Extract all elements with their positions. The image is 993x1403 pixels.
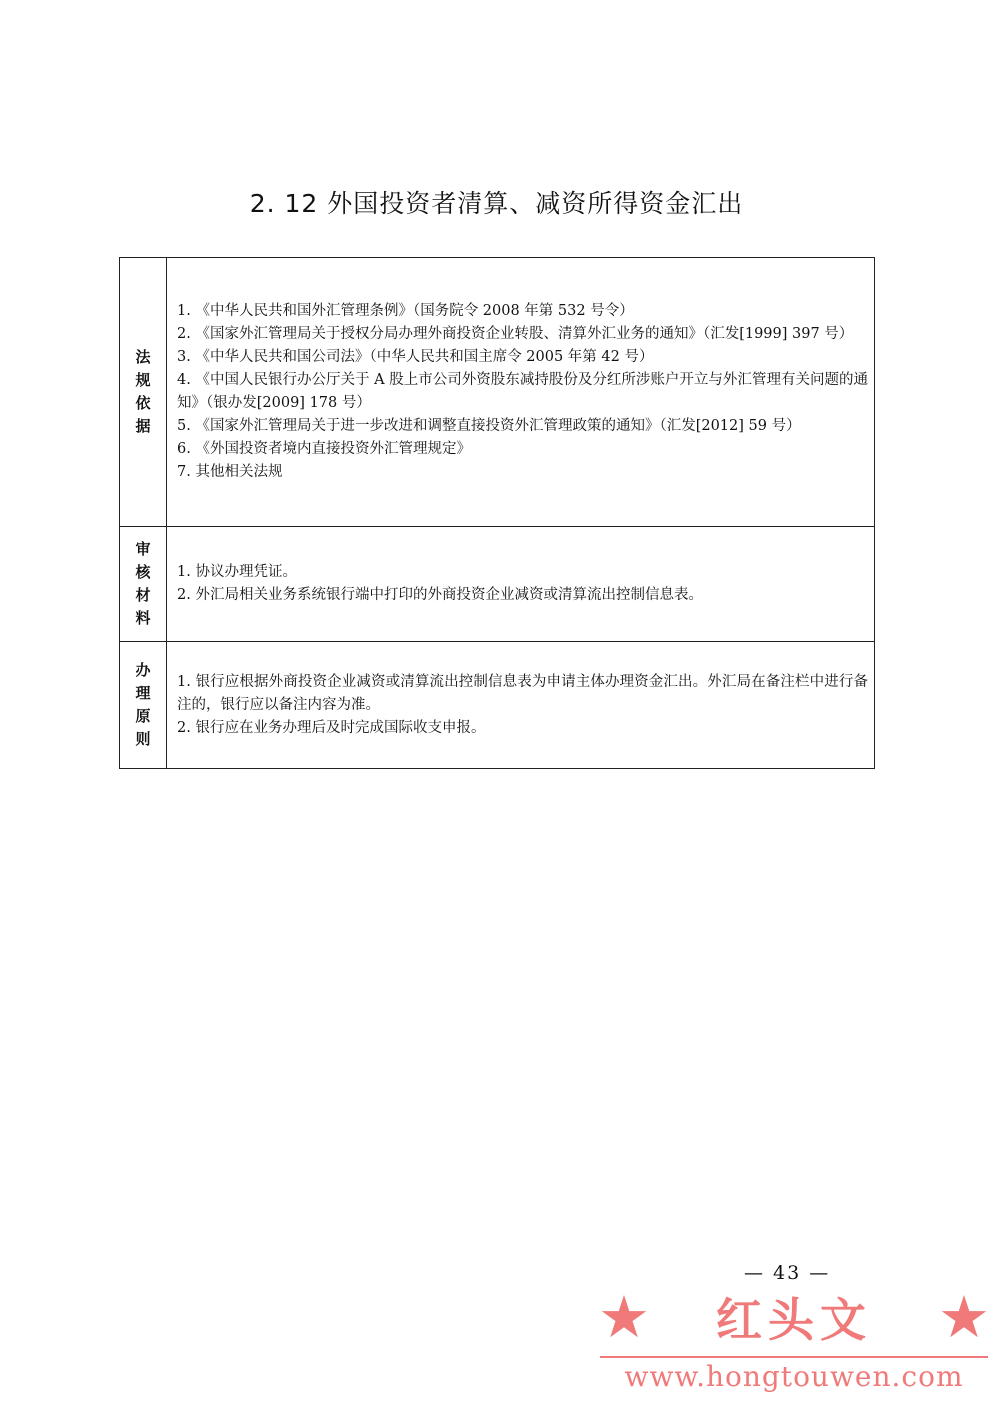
basis-item: 3. 《中华人民共和国公司法》（中华人民共和国主席令 2005 年第 42 号） <box>177 349 654 365</box>
principles-label-char: 理 <box>135 684 151 702</box>
principles-label-char: 办 <box>135 661 151 679</box>
basis-label-char: 规 <box>135 371 151 389</box>
watermark-banner <box>598 1284 990 1350</box>
page-title: 2. 12 外国投资者清算、减资所得资金汇出 <box>249 189 744 218</box>
principles-item: 2. 银行应在业务办理后及时完成国际收支申报。 <box>177 719 486 736</box>
basis-item: 1. 《中华人民共和国外汇管理条例》（国务院令 2008 年第 532 号令） <box>177 303 634 319</box>
table-row-principles <box>120 642 875 769</box>
watermark-divider <box>600 1356 988 1358</box>
principles-label-cell <box>120 642 167 769</box>
basis-item: 7. 其他相关法规 <box>177 464 283 480</box>
materials-item: 1. 协议办理凭证。 <box>177 564 297 580</box>
basis-label-cell <box>120 258 167 527</box>
materials-item: 2. 外汇局相关业务系统银行端中打印的外商投资企业减资或清算流出控制信息表。 <box>177 587 703 603</box>
table-row-materials <box>120 527 875 642</box>
star-icon: ★ <box>598 1283 650 1351</box>
star-icon: ★ <box>938 1283 990 1351</box>
materials-label-char: 料 <box>135 609 151 627</box>
principles-label-char: 则 <box>135 730 151 748</box>
basis-item: 5. 《国家外汇管理局关于进一步改进和调整直接投资外汇管理政策的通知》（汇发[2012] 59 号） <box>177 418 801 434</box>
basis-label-char: 法 <box>135 348 151 366</box>
principles-label-char: 原 <box>135 707 151 725</box>
page-number: — 43 — <box>744 1262 831 1284</box>
basis-content-cell <box>167 258 875 527</box>
regulation-table <box>119 257 875 769</box>
materials-label-char: 核 <box>135 563 151 581</box>
materials-label-cell <box>120 527 167 642</box>
materials-label-char: 审 <box>135 540 151 558</box>
materials-label-char: 材 <box>135 586 151 604</box>
basis-item: 6. 《外国投资者境内直接投资外汇管理规定》 <box>177 441 471 457</box>
principles-content-cell <box>167 642 875 769</box>
principles-item: 1. 银行应根据外商投资企业减资或清算流出控制信息表为申请主体办理资金汇出。外汇局在备注栏中进行备注的，银行应以备注内容为准。 <box>177 673 868 713</box>
basis-item: 2. 《国家外汇管理局关于授权分局办理外商投资企业转股、清算外汇业务的通知》（汇发[1999] 397 号） <box>177 326 854 342</box>
watermark <box>598 1284 990 1396</box>
watermark-text: 红头文 <box>716 1293 872 1347</box>
watermark-url: www.hongtouwen.com <box>624 1360 964 1393</box>
table-row-basis <box>120 258 875 527</box>
materials-content-cell <box>167 527 875 642</box>
basis-label-char: 据 <box>135 417 151 435</box>
basis-label-char: 依 <box>135 394 151 412</box>
basis-item: 4. 《中国人民银行办公厅关于 A 股上市公司外资股东减持股份及分红所涉账户开立与外汇管理有关问题的通知》（银办发[2009] 178 号） <box>177 372 868 411</box>
